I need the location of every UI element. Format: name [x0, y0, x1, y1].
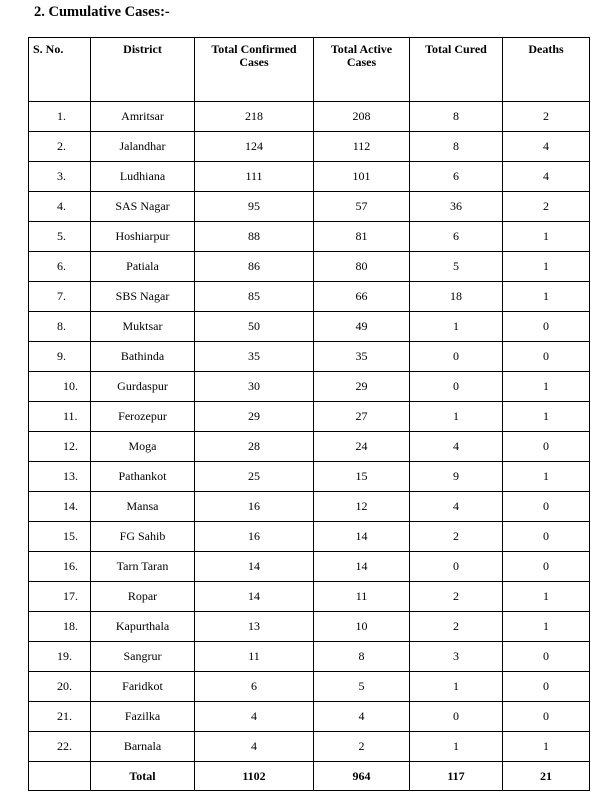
cell-total-cured: 36 [410, 192, 503, 222]
cell-total-cured: 8 [410, 102, 503, 132]
table-row [29, 672, 590, 702]
cell-total-cured: 0 [410, 702, 503, 732]
cell-total-confirmed: 14 [195, 552, 314, 582]
cell-total-confirmed: 124 [195, 132, 314, 162]
cell-sno: 9. [29, 342, 91, 372]
cell-total-confirmed: 13 [195, 612, 314, 642]
cell-total-active: 15 [314, 462, 410, 492]
cell-total-active: 101 [314, 162, 410, 192]
cell-district: Pathankot [91, 462, 195, 492]
cell-sno: 2. [29, 132, 91, 162]
table-row [29, 552, 590, 582]
cell-district: Bathinda [91, 342, 195, 372]
cell-deaths: 1 [503, 582, 590, 612]
cell-deaths: 1 [503, 732, 590, 762]
table-row [29, 432, 590, 462]
cell-total-cured: 6 [410, 162, 503, 192]
cell-sno: 3. [29, 162, 91, 192]
table-row [29, 402, 590, 432]
table-row [29, 612, 590, 642]
cell-total-cured: 0 [410, 372, 503, 402]
cell-sno: 22. [29, 732, 91, 762]
cell-total-active: 29 [314, 372, 410, 402]
table-row [29, 312, 590, 342]
cell-total-confirmed: 25 [195, 462, 314, 492]
cell-total-active: 81 [314, 222, 410, 252]
cell-total-active: 27 [314, 402, 410, 432]
cell-total-cured: 2 [410, 522, 503, 552]
cell-district: Faridkot [91, 672, 195, 702]
cell-district: Hoshiarpur [91, 222, 195, 252]
cell-total-active: 208 [314, 102, 410, 132]
cumulative-cases-table [28, 37, 590, 791]
cell-sno [29, 762, 91, 791]
table-row [29, 102, 590, 132]
cell-sno: 5. [29, 222, 91, 252]
cell-deaths: 4 [503, 162, 590, 192]
header-deaths: Deaths [503, 38, 590, 102]
cell-district: Gurdaspur [91, 372, 195, 402]
cell-total-confirmed: 14 [195, 582, 314, 612]
cell-total-confirmed: 11 [195, 642, 314, 672]
cell-district: Barnala [91, 732, 195, 762]
cell-total-confirmed: 86 [195, 252, 314, 282]
cell-total-active: 24 [314, 432, 410, 462]
cell-district: Ludhiana [91, 162, 195, 192]
cell-sno: 15. [29, 522, 91, 552]
cell-sno: 8. [29, 312, 91, 342]
cell-district: Total [91, 762, 195, 791]
cell-total-active: 964 [314, 762, 410, 791]
cell-total-cured: 4 [410, 432, 503, 462]
cell-total-cured: 2 [410, 612, 503, 642]
cell-deaths: 1 [503, 462, 590, 492]
cell-sno: 17. [29, 582, 91, 612]
cell-district: Mansa [91, 492, 195, 522]
table-row [29, 732, 590, 762]
cell-total-cured: 117 [410, 762, 503, 791]
cell-total-confirmed: 50 [195, 312, 314, 342]
cell-sno: 7. [29, 282, 91, 312]
cell-sno: 21. [29, 702, 91, 732]
cell-deaths: 1 [503, 252, 590, 282]
cell-district: FG Sahib [91, 522, 195, 552]
cell-total-confirmed: 30 [195, 372, 314, 402]
cell-total-confirmed: 1102 [195, 762, 314, 791]
cell-total-cured: 3 [410, 642, 503, 672]
cell-total-cured: 9 [410, 462, 503, 492]
cell-total-confirmed: 95 [195, 192, 314, 222]
cell-total-cured: 5 [410, 252, 503, 282]
cell-sno: 4. [29, 192, 91, 222]
cell-total-cured: 1 [410, 402, 503, 432]
cell-total-active: 49 [314, 312, 410, 342]
cell-total-cured: 8 [410, 132, 503, 162]
cell-deaths: 0 [503, 342, 590, 372]
cell-total-active: 4 [314, 702, 410, 732]
cell-district: Sangrur [91, 642, 195, 672]
cell-total-active: 66 [314, 282, 410, 312]
table-row [29, 222, 590, 252]
cell-deaths: 1 [503, 402, 590, 432]
table-body [29, 102, 590, 791]
cell-total-cured: 0 [410, 342, 503, 372]
table-row [29, 462, 590, 492]
cell-total-confirmed: 16 [195, 492, 314, 522]
cell-total-confirmed: 35 [195, 342, 314, 372]
cell-deaths: 0 [503, 492, 590, 522]
cell-total-active: 80 [314, 252, 410, 282]
cell-total-active: 112 [314, 132, 410, 162]
cell-deaths: 1 [503, 612, 590, 642]
cell-total-cured: 2 [410, 582, 503, 612]
cell-total-cured: 0 [410, 552, 503, 582]
cell-deaths: 0 [503, 432, 590, 462]
cell-total-cured: 18 [410, 282, 503, 312]
cell-deaths: 4 [503, 132, 590, 162]
table-row [29, 372, 590, 402]
cell-sno: 1. [29, 102, 91, 132]
cell-deaths: 1 [503, 372, 590, 402]
cell-total-active: 2 [314, 732, 410, 762]
cell-total-cured: 4 [410, 492, 503, 522]
cell-deaths: 0 [503, 522, 590, 552]
cell-total-confirmed: 218 [195, 102, 314, 132]
cell-sno: 13. [29, 462, 91, 492]
cell-district: Ferozepur [91, 402, 195, 432]
cell-total-active: 57 [314, 192, 410, 222]
cell-total-cured: 1 [410, 312, 503, 342]
table-row [29, 342, 590, 372]
cell-total-active: 14 [314, 522, 410, 552]
header-total-active: Total Active Cases [314, 38, 410, 102]
cell-total-cured: 1 [410, 672, 503, 702]
cell-total-confirmed: 85 [195, 282, 314, 312]
cell-deaths: 0 [503, 312, 590, 342]
cell-total-active: 11 [314, 582, 410, 612]
cell-total-active: 14 [314, 552, 410, 582]
cell-total-active: 35 [314, 342, 410, 372]
cell-district: Patiala [91, 252, 195, 282]
cell-district: Amritsar [91, 102, 195, 132]
table-row [29, 492, 590, 522]
cell-sno: 12. [29, 432, 91, 462]
table-row [29, 282, 590, 312]
cell-sno: 16. [29, 552, 91, 582]
cell-total-active: 8 [314, 642, 410, 672]
cell-total-active: 10 [314, 612, 410, 642]
cell-sno: 18. [29, 612, 91, 642]
section-heading: 2. Cumulative Cases:- [34, 4, 170, 20]
cell-district: Fazilka [91, 702, 195, 732]
header-total-confirmed: Total Confirmed Cases [195, 38, 314, 102]
cell-total-confirmed: 111 [195, 162, 314, 192]
cell-district: Muktsar [91, 312, 195, 342]
cell-total-cured: 1 [410, 732, 503, 762]
cell-sno: 20. [29, 672, 91, 702]
cell-sno: 11. [29, 402, 91, 432]
cell-total-active: 12 [314, 492, 410, 522]
table-row [29, 702, 590, 732]
table-row [29, 522, 590, 552]
cell-deaths: 0 [503, 642, 590, 672]
table-row [29, 582, 590, 612]
header-total-cured: Total Cured [410, 38, 503, 102]
cell-district: Moga [91, 432, 195, 462]
cell-total-confirmed: 28 [195, 432, 314, 462]
table-row [29, 252, 590, 282]
total-row [29, 762, 590, 791]
cell-total-confirmed: 29 [195, 402, 314, 432]
cell-total-cured: 6 [410, 222, 503, 252]
cell-total-active: 5 [314, 672, 410, 702]
cell-district: SBS Nagar [91, 282, 195, 312]
cell-district: Ropar [91, 582, 195, 612]
header-row [29, 38, 590, 102]
cell-district: Jalandhar [91, 132, 195, 162]
cell-deaths: 2 [503, 102, 590, 132]
cell-sno: 10. [29, 372, 91, 402]
table-row [29, 642, 590, 672]
cell-district: Tarn Taran [91, 552, 195, 582]
cell-sno: 19. [29, 642, 91, 672]
cell-deaths: 2 [503, 192, 590, 222]
table-row [29, 132, 590, 162]
cell-deaths: 0 [503, 702, 590, 732]
table-row [29, 162, 590, 192]
cell-deaths: 0 [503, 552, 590, 582]
cell-total-confirmed: 6 [195, 672, 314, 702]
cell-district: Kapurthala [91, 612, 195, 642]
table-row [29, 192, 590, 222]
cell-deaths: 21 [503, 762, 590, 791]
cell-sno: 6. [29, 252, 91, 282]
cell-deaths: 1 [503, 222, 590, 252]
cell-total-confirmed: 4 [195, 702, 314, 732]
cell-district: SAS Nagar [91, 192, 195, 222]
cell-sno: 14. [29, 492, 91, 522]
cell-deaths: 0 [503, 672, 590, 702]
cell-total-confirmed: 4 [195, 732, 314, 762]
cell-deaths: 1 [503, 282, 590, 312]
cell-total-confirmed: 16 [195, 522, 314, 552]
header-district: District [91, 38, 195, 102]
cell-total-confirmed: 88 [195, 222, 314, 252]
header-sno: S. No. [29, 38, 91, 102]
